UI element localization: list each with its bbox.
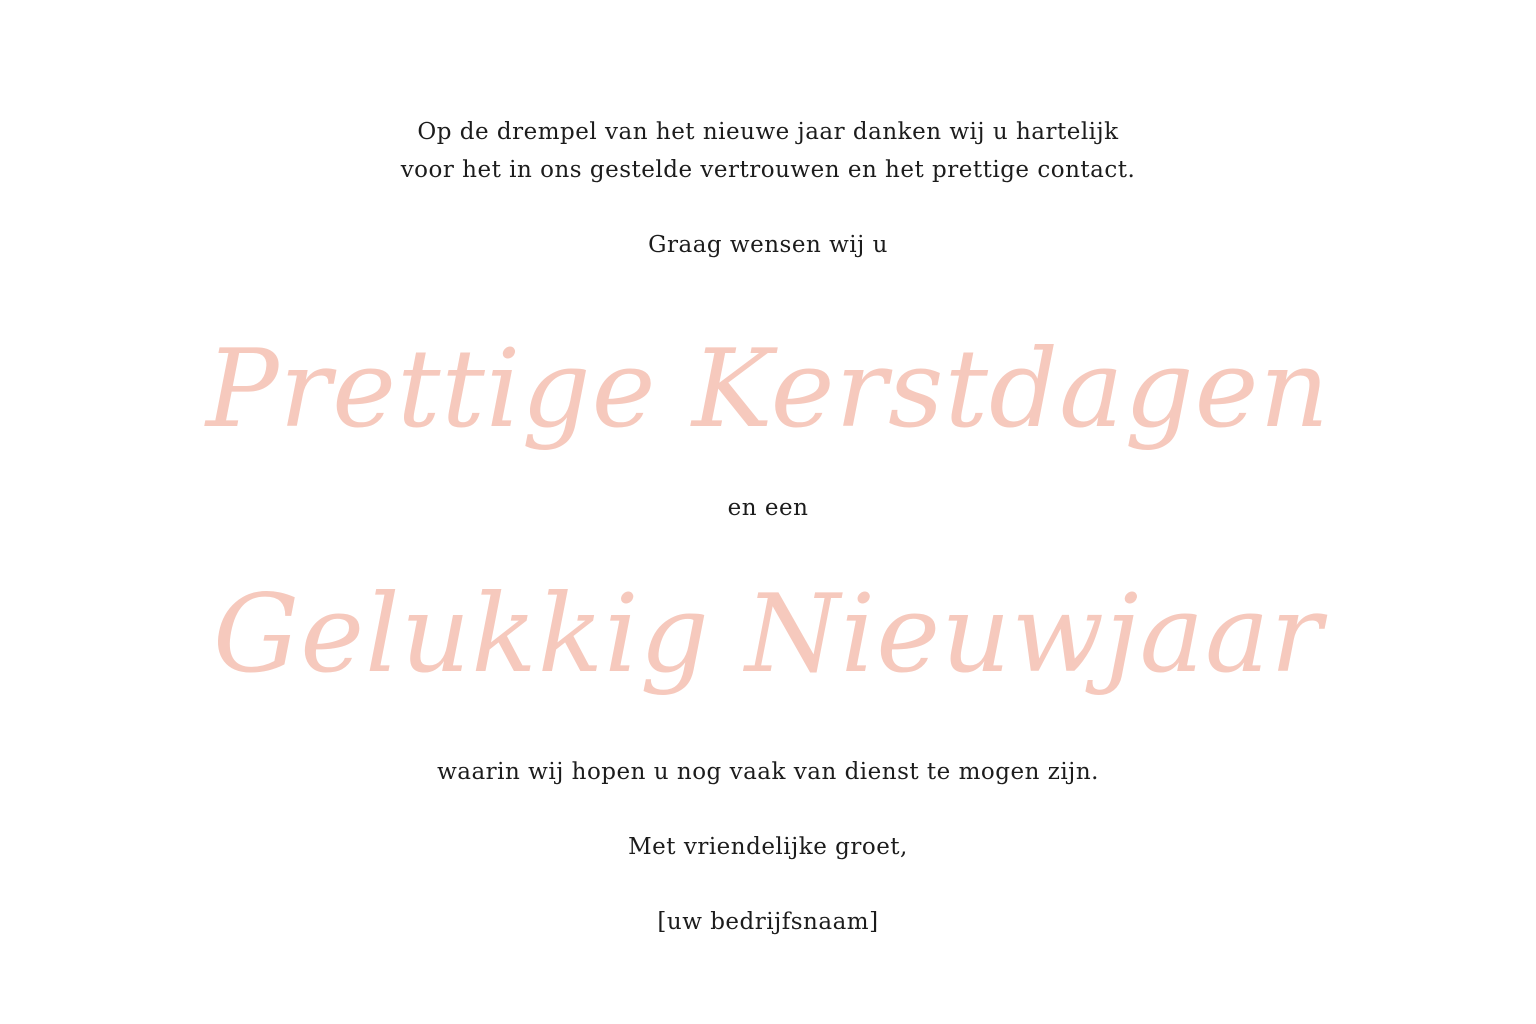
conjunction-text: en een: [727, 495, 809, 521]
company-name-placeholder: [uw bedrijfsnaam]: [657, 909, 879, 935]
intro-paragraph: [0, 113, 1536, 189]
wish-lead-text: Graag wensen wij u: [648, 232, 888, 258]
script-heading-new-year: Gelukkig Nieuwjaar: [212, 572, 1324, 697]
intro-line-2: voor het in ons gestelde vertrouwen en het prettige contact.: [400, 157, 1136, 183]
hope-text: waarin wij hopen u nog vaak van dienst te mogen zijn.: [437, 759, 1099, 785]
closing-greeting: Met vriendelijke groet,: [628, 834, 908, 860]
intro-line-1: Op de drempel van het nieuwe jaar danken wij u hartelijk: [417, 119, 1119, 145]
script-heading-christmas: Prettige Kerstdagen: [205, 327, 1331, 452]
